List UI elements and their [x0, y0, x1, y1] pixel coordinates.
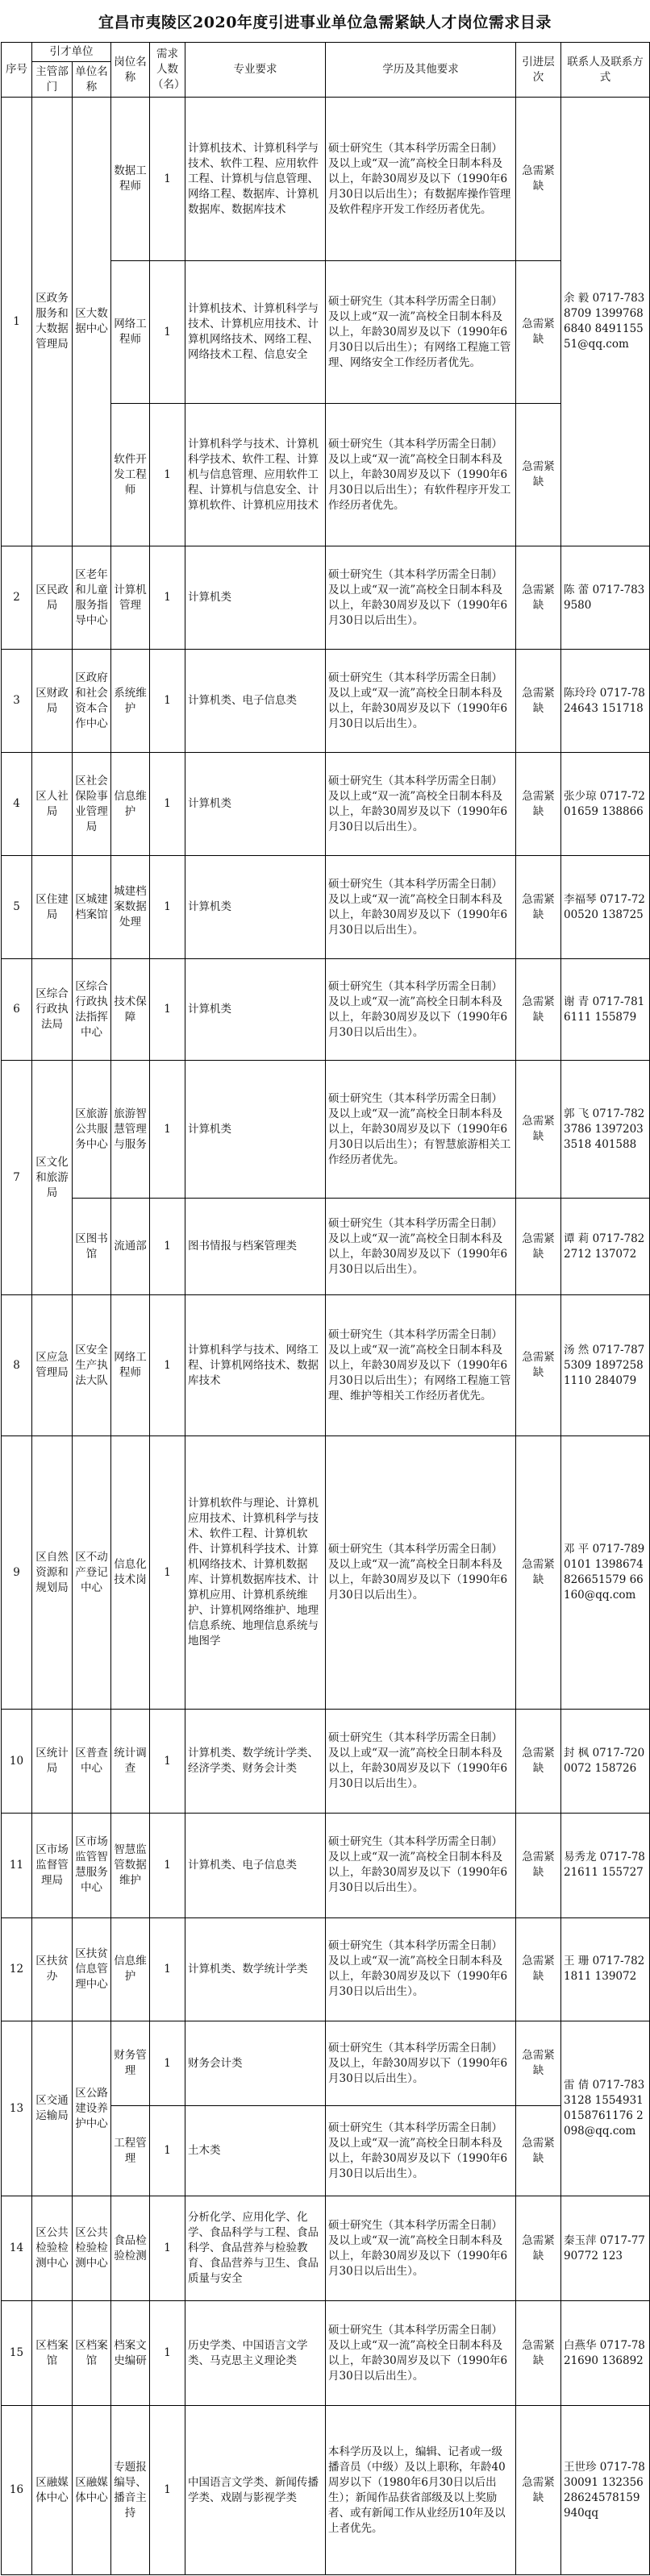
table-row [2, 753, 650, 856]
table-row [2, 1061, 650, 1199]
cell-dept: 区自然资源和规划局 [32, 1435, 73, 1710]
cell-level: 急需紧缺 [516, 98, 561, 261]
cell-edu: 硕士研究生（其本科学历需全日制）及以上或“双一流”高校全日制本科及以上，年龄30周岁及以下（1990年6月30日以后出生）；有软件程序开发工作经历者优先。 [326, 404, 516, 546]
cell-seq: 9 [2, 1435, 32, 1710]
cell-seq: 3 [2, 650, 32, 753]
cell-level: 急需紧缺 [516, 1917, 561, 2021]
header-contact: 联系人及联系方式 [561, 43, 650, 98]
cell-edu: 硕士研究生（其本科学历需全日制）及以上或“双一流”高校全日制本科及以上，年龄30周岁及以下（1990年6月30日以后出生）。 [326, 856, 516, 959]
table-row [2, 856, 650, 959]
table-row [2, 650, 650, 753]
cell-count: 1 [150, 1295, 185, 1436]
cell-major: 计算机科学与技术、计算机科学技术、软件工程、计算机与信息管理、应用软件工程、计算机与信息安全、计算机软件、计算机应用技术 [185, 404, 326, 546]
cell-unit: 区市场监管智慧服务中心 [73, 1813, 111, 1917]
cell-major: 历史学类、中国语言文学类、马克思主义理论类 [185, 2301, 326, 2406]
cell-count: 1 [150, 1199, 185, 1295]
cell-level: 急需紧缺 [516, 2406, 561, 2575]
cell-dept: 区财政局 [32, 650, 73, 753]
cell-major: 图书情报与档案管理类 [185, 1199, 326, 1295]
cell-post: 智慧监管数据维护 [111, 1813, 150, 1917]
cell-unit: 区综合行政执法指挥中心 [73, 959, 111, 1061]
cell-post: 信息维护 [111, 753, 150, 856]
cell-post: 技术保障 [111, 959, 150, 1061]
cell-seq: 8 [2, 1295, 32, 1436]
cell-edu: 硕士研究生（其本科学历需全日制）及以上或“双一流”高校全日制本科及以上，年龄30周岁及以下（1990年6月30日以后出生）。 [326, 650, 516, 753]
table-row [2, 1917, 650, 2021]
table-row [2, 1710, 650, 1813]
cell-unit: 区老年和儿童服务指导中心 [73, 546, 111, 650]
table-row [2, 2406, 650, 2575]
cell-post: 财务管理 [111, 2021, 150, 2106]
cell-dept: 区统计局 [32, 1710, 73, 1813]
cell-contact: 谭 莉 0717-7822712 137072 [561, 1199, 650, 1295]
cell-edu: 硕士研究生（其本科学历需全日制）及以上或“双一流”高校全日制本科及以上，年龄30周岁及以下（1990年6月30日以后出生）；有网络工程施工管理、维护等相关工作经历者优先。 [326, 1295, 516, 1436]
cell-major: 计算机类 [185, 856, 326, 959]
header-dept: 主管部门 [32, 62, 73, 98]
cell-edu: 硕士研究生（其本科学历需全日制）及以上或“双一流”高校全日制本科及以上，年龄30周岁及以下（1990年6月30日以后出生）；有网络工程施工管理、网络安全工作经历者优先。 [326, 261, 516, 404]
cell-level: 急需紧缺 [516, 546, 561, 650]
cell-count: 1 [150, 1917, 185, 2021]
cell-post: 工程管理 [111, 2106, 150, 2196]
cell-edu: 硕士研究生（其本科学历需全日制）及以上或“双一流”高校全日制本科及以上，年龄30周岁及以下（1990年6月30日以后出生）。 [326, 1813, 516, 1917]
cell-seq: 15 [2, 2301, 32, 2406]
cell-level: 急需紧缺 [516, 856, 561, 959]
table-row [2, 546, 650, 650]
cell-dept: 区应急管理局 [32, 1295, 73, 1436]
cell-dept: 区交通运输局 [32, 2021, 73, 2196]
cell-edu: 硕士研究生（其本科学历需全日制）及以上或“双一流”高校全日制本科及以上，年龄30周岁及以下（1990年6月30日以后出生）。 [326, 1710, 516, 1813]
cell-count: 1 [150, 98, 185, 261]
cell-major: 计算机类 [185, 959, 326, 1061]
cell-seq: 16 [2, 2406, 32, 2575]
cell-post: 信息化技术岗 [111, 1435, 150, 1710]
cell-major: 计算机类、电子信息类 [185, 1813, 326, 1917]
cell-contact: 陈 蕾 0717-7839580 [561, 546, 650, 650]
cell-level: 急需紧缺 [516, 2021, 561, 2106]
cell-contact: 汤 然 0717-7875309 18972581110 284079 [561, 1295, 650, 1436]
cell-edu: 硕士研究生（其本科学历需全日制）及以上或“双一流”高校全日制本科及以上，年龄30周岁及以下（1990年6月30日以后出生）。 [326, 2196, 516, 2301]
cell-unit: 区扶贫信息管理中心 [73, 1917, 111, 2021]
cell-edu: 硕士研究生（其本科学历需全日制）及以上或“双一流”高校全日制本科及以上，年龄30周岁及以下（1990年6月30日以后出生）。 [326, 1199, 516, 1295]
cell-dept: 区文化和旅游局 [32, 1061, 73, 1295]
cell-dept: 区公共检验检测中心 [32, 2196, 73, 2301]
cell-contact: 封 枫 0717-7200072 158726 [561, 1710, 650, 1813]
cell-unit: 区不动产登记中心 [73, 1435, 111, 1710]
cell-unit: 区普查中心 [73, 1710, 111, 1813]
cell-level: 急需紧缺 [516, 959, 561, 1061]
cell-unit: 区公路建设养护中心 [73, 2021, 111, 2196]
cell-unit: 区政府和社会资本合作中心 [73, 650, 111, 753]
cell-level: 急需紧缺 [516, 2106, 561, 2196]
cell-post: 数据工程师 [111, 98, 150, 261]
cell-dept: 区市场监督管理局 [32, 1813, 73, 1917]
table-row [2, 2301, 650, 2406]
cell-edu: 硕士研究生（其本科学历需全日制）及以上或“双一流”高校全日制本科及以上，年龄30周岁及以下（1990年6月30日以后出生）。 [326, 1917, 516, 2021]
table-row [2, 1199, 650, 1295]
cell-contact: 陈玲玲 0717-7824643 151718 [561, 650, 650, 753]
cell-dept: 区融媒体中心 [32, 2406, 73, 2575]
cell-dept: 区人社局 [32, 753, 73, 856]
cell-level: 急需紧缺 [516, 1710, 561, 1813]
cell-post: 系统维护 [111, 650, 150, 753]
cell-seq: 1 [2, 98, 32, 546]
cell-seq: 6 [2, 959, 32, 1061]
cell-count: 1 [150, 261, 185, 404]
cell-count: 1 [150, 1435, 185, 1710]
cell-seq: 7 [2, 1061, 32, 1295]
cell-dept: 区档案馆 [32, 2301, 73, 2406]
cell-contact: 邓 平 0717-7890101 1398674826651579 66160@qq.com [561, 1435, 650, 1710]
cell-post: 城建档案数据处理 [111, 856, 150, 959]
cell-count: 1 [150, 2301, 185, 2406]
cell-major: 计算机技术、计算机科学与技术、计算机应用技术、计算机网络技术、网络工程、网络技术工程、信息安全 [185, 261, 326, 404]
cell-dept: 区住建局 [32, 856, 73, 959]
table-row [2, 1295, 650, 1436]
cell-seq: 5 [2, 856, 32, 959]
cell-unit: 区社会保险事业管理局 [73, 753, 111, 856]
cell-seq: 10 [2, 1710, 32, 1813]
cell-seq: 12 [2, 1917, 32, 2021]
cell-major: 中国语言文学类、新闻传播学类、戏剧与影视学类 [185, 2406, 326, 2575]
cell-major: 计算机类 [185, 753, 326, 856]
cell-edu: 硕士研究生（其本科学历需全日制）及以上或“双一流”高校全日制本科及以上，年龄30周岁及以下（1990年6月30日以后出生）；有数据库操作管理及软件程序开发工作经历者优先。 [326, 98, 516, 261]
cell-count: 1 [150, 2021, 185, 2106]
cell-level: 急需紧缺 [516, 404, 561, 546]
cell-post: 专题报编导、播音主持 [111, 2406, 150, 2575]
cell-seq: 11 [2, 1813, 32, 1917]
cell-count: 1 [150, 753, 185, 856]
cell-level: 急需紧缺 [516, 1295, 561, 1436]
table-row [2, 1435, 650, 1710]
header-count: 需求人数（名） [150, 43, 185, 98]
cell-contact: 张少琼 0717-7201659 138866 [561, 753, 650, 856]
cell-edu: 硕士研究生（其本科学历需全日制）及以上或“双一流”高校全日制本科及以上，年龄30周岁及以下（1990年6月30日以后出生）。 [326, 959, 516, 1061]
cell-unit: 区档案馆 [73, 2301, 111, 2406]
cell-edu: 硕士研究生（其本科学历需全日制）及以上或“双一流”高校全日制本科及以上，年龄30周岁及以下（1990年6月30日以后出生）。 [326, 753, 516, 856]
cell-count: 1 [150, 2106, 185, 2196]
cell-dept: 区扶贫办 [32, 1917, 73, 2021]
cell-contact: 雷 倩 0717-7833128 15549310158761176 2098@qq.com [561, 2021, 650, 2196]
cell-post: 软件开发工程师 [111, 404, 150, 546]
cell-major: 计算机类、数学统计学类、经济学类、财务会计类 [185, 1710, 326, 1813]
header-major: 专业要求 [185, 43, 326, 98]
table-row [2, 98, 650, 261]
cell-level: 急需紧缺 [516, 1435, 561, 1710]
cell-level: 急需紧缺 [516, 2196, 561, 2301]
cell-count: 1 [150, 546, 185, 650]
cell-unit: 区大数据中心 [73, 98, 111, 546]
cell-edu: 硕士研究生（其本科学历需全日制）及以上或“双一流”高校全日制本科及以上，年龄30周岁及以下（1990年6月30日以后出生）。 [326, 2106, 516, 2196]
cell-level: 急需紧缺 [516, 2301, 561, 2406]
cell-post: 网络工程师 [111, 1295, 150, 1436]
header-post: 岗位名称 [111, 43, 150, 98]
cell-count: 1 [150, 856, 185, 959]
cell-contact: 王世珍 0717-7830091 13235628624578159940qq [561, 2406, 650, 2575]
cell-dept: 区政务服务和大数据管理局 [32, 98, 73, 546]
cell-post: 食品检验检测 [111, 2196, 150, 2301]
header-seq: 序号 [2, 43, 32, 98]
cell-major: 计算机类、数学统计学类 [185, 1917, 326, 2021]
cell-seq: 4 [2, 753, 32, 856]
cell-contact: 李福琴 0717-7200520 138725 [561, 856, 650, 959]
table-row [2, 2021, 650, 2106]
cell-major: 分析化学、应用化学、化学、食品科学与工程、食品科学、食品营养与检验教育、食品营养与卫生、食品质量与安全 [185, 2196, 326, 2301]
header-unit: 单位名称 [73, 62, 111, 98]
cell-post: 旅游智慧管理与服务 [111, 1061, 150, 1199]
cell-edu: 硕士研究生（其本科学历需全日制）及以上或“双一流”高校全日制本科及以上，年龄30周岁及以下（1990年6月30日以后出生）；有智慧旅游相关工作经历者优先。 [326, 1061, 516, 1199]
cell-unit: 区安全生产执法大队 [73, 1295, 111, 1436]
cell-count: 1 [150, 2196, 185, 2301]
cell-contact: 余 毅 0717-7838709 13997686840 849115551@qq.com [561, 98, 650, 546]
cell-contact: 谢 青 0717-7816111 155879 [561, 959, 650, 1061]
cell-major: 计算机技术、计算机科学与技术、软件工程、应用软件工程、计算机与信息管理、网络工程、数据库、计算机数据库、数据库技术 [185, 98, 326, 261]
cell-dept: 区综合行政执法局 [32, 959, 73, 1061]
table-row [2, 959, 650, 1061]
cell-count: 1 [150, 650, 185, 753]
cell-major: 计算机类 [185, 1061, 326, 1199]
cell-post: 档案文史编研 [111, 2301, 150, 2406]
cell-unit: 区图书馆 [73, 1199, 111, 1295]
cell-major: 计算机类、电子信息类 [185, 650, 326, 753]
cell-count: 1 [150, 404, 185, 546]
cell-count: 1 [150, 1813, 185, 1917]
cell-seq: 14 [2, 2196, 32, 2301]
header-level: 引进层次 [516, 43, 561, 98]
cell-post: 统计调查 [111, 1710, 150, 1813]
cell-post: 计算机管理 [111, 546, 150, 650]
cell-unit: 区融媒体中心 [73, 2406, 111, 2575]
cell-unit: 区公共检验检测中心 [73, 2196, 111, 2301]
header-edu: 学历及其他要求 [326, 43, 516, 98]
cell-edu: 硕士研究生（其本科学历需全日制）及以上或“双一流”高校全日制本科及以上，年龄30周岁及以下（1990年6月30日以后出生）。 [326, 546, 516, 650]
cell-level: 急需紧缺 [516, 650, 561, 753]
cell-major: 计算机类 [185, 546, 326, 650]
cell-edu: 硕士研究生（其本科学历需全日制）及以上或“双一流”高校全日制本科及以上，年龄30周岁及以下（1990年6月30日以后出生）。 [326, 1435, 516, 1710]
page-title: 宜昌市夷陵区2020年度引进事业单位急需紧缺人才岗位需求目录 [98, 13, 552, 31]
cell-seq: 13 [2, 2021, 32, 2196]
recruitment-table [1, 42, 650, 2575]
cell-level: 急需紧缺 [516, 753, 561, 856]
cell-contact: 王 珊 0717-7821811 139072 [561, 1917, 650, 2021]
cell-post: 信息维护 [111, 1917, 150, 2021]
cell-contact: 白燕华 0717-7821690 136892 [561, 2301, 650, 2406]
cell-edu: 本科学历及以上，编辑、记者或一级播音员（中级）及以上职称，年龄40周岁以下（1980年6月30日以后出生）；新闻作品获省部级及以上奖励者、或有新闻工作从业经历10年及以上者优先。 [326, 2406, 516, 2575]
cell-dept: 区民政局 [32, 546, 73, 650]
cell-post: 网络工程师 [111, 261, 150, 404]
cell-major: 财务会计类 [185, 2021, 326, 2106]
cell-contact: 易秀龙 0717-7821611 155727 [561, 1813, 650, 1917]
header-unit-group: 引才单位 [32, 43, 111, 62]
cell-count: 1 [150, 959, 185, 1061]
cell-contact: 秦玉萍 0717-7790772 123 [561, 2196, 650, 2301]
cell-level: 急需紧缺 [516, 1199, 561, 1295]
cell-unit: 区旅游公共服务中心 [73, 1061, 111, 1199]
cell-edu: 硕士研究生（其本科学历需全日制）及以上，年龄30周岁以下（1990年6月30日以后出生）。 [326, 2021, 516, 2106]
cell-edu: 硕士研究生（其本科学历需全日制）及以上或“双一流”高校全日制本科及以上，年龄30周岁及以下（1990年6月30日以后出生）。 [326, 2301, 516, 2406]
cell-count: 1 [150, 1710, 185, 1813]
cell-major: 计算机软件与理论、计算机应用技术、计算机科学与技术、软件工程、计算机软件、计算机科学技术、计算机网络技术、计算机数据库、计算机数据库技术、计算机应用、计算机系统维护、计算机网络维护、地理信息系统、地理信息系统与地图学 [185, 1435, 326, 1710]
table-row [2, 1813, 650, 1917]
cell-major: 土木类 [185, 2106, 326, 2196]
cell-level: 急需紧缺 [516, 1061, 561, 1199]
cell-count: 1 [150, 2406, 185, 2575]
cell-seq: 2 [2, 546, 32, 650]
cell-level: 急需紧缺 [516, 1813, 561, 1917]
cell-count: 1 [150, 1061, 185, 1199]
cell-unit: 区城建档案馆 [73, 856, 111, 959]
cell-major: 计算机科学与技术、网络工程、计算机网络技术、数据库技术 [185, 1295, 326, 1436]
cell-contact: 郭 飞 0717-7823786 13972033518 401588 [561, 1061, 650, 1199]
table-row [2, 2196, 650, 2301]
cell-level: 急需紧缺 [516, 261, 561, 404]
cell-post: 流通部 [111, 1199, 150, 1295]
